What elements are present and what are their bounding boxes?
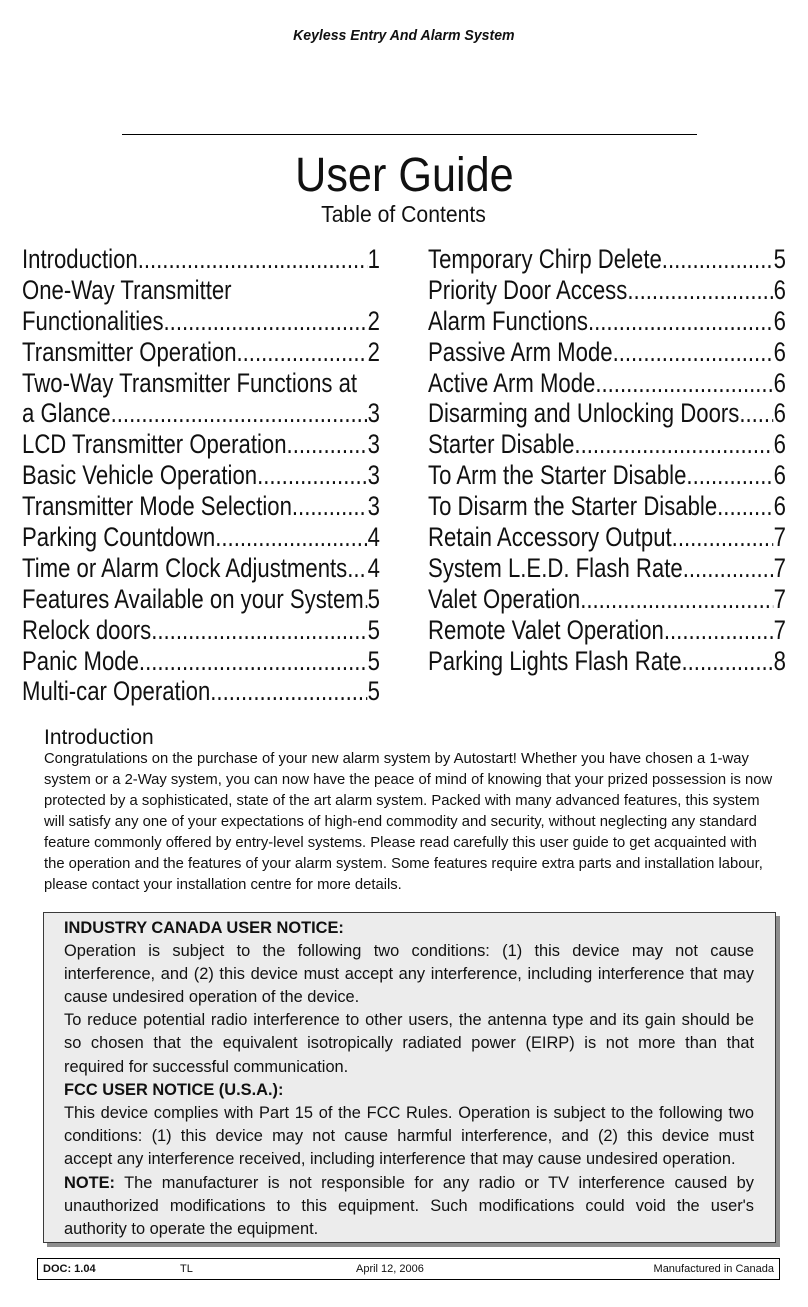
regulatory-notice-box	[43, 912, 776, 1243]
toc-leader-dots	[138, 244, 368, 275]
toc-entry-title: Passive Arm Mode	[428, 336, 613, 367]
notice-line: authority to operate the equipment.	[64, 1219, 319, 1238]
toc-entry-title: Introduction	[22, 244, 138, 274]
toc-entry-title: Remote Valet Operation	[428, 614, 664, 645]
toc-leader-dots	[111, 398, 368, 429]
introduction-text-line: system or a 2-Way system, you can now have the peace of mind of knowing that your prized possession is now	[44, 772, 773, 788]
notice-line: This device complies with Part 15 of the FCC Rules. Operation is subject to the following two	[64, 1104, 754, 1122]
toc-leader-dots	[215, 522, 367, 553]
toc-leader-dots	[164, 306, 368, 337]
toc-entry-title: Basic Vehicle Operation	[22, 460, 258, 491]
toc-entry-title: a Glance	[22, 398, 111, 429]
toc-page-number: 7	[773, 614, 786, 645]
toc-entry	[428, 429, 786, 460]
toc-entry-title: Starter Disable	[428, 429, 575, 460]
notice-line	[64, 1172, 754, 1195]
toc-entry	[428, 398, 786, 429]
notice-line-text: The manufacturer is not responsible for any radio or TV interference caused by	[124, 1173, 754, 1192]
toc-leader-dots	[151, 615, 367, 646]
toc-page-number: 8	[773, 645, 786, 676]
notice-line: To reduce potential radio interference to other users, the antenna type and its gain should be	[64, 1011, 754, 1030]
toc-leader-dots	[347, 553, 367, 584]
toc-entry	[22, 306, 380, 337]
notice-heading: FCC USER NOTICE (U.S.A.):	[64, 1080, 284, 1099]
toc-entry	[428, 244, 786, 275]
toc-leader-dots	[672, 522, 774, 553]
toc-page-number: 6	[773, 305, 786, 336]
footer-date: April 12, 2006	[356, 1263, 424, 1275]
toc-page-number: 3	[367, 460, 380, 491]
introduction-text-line: please contact your installation centre for more details.	[44, 877, 402, 893]
footer-doc-number: DOC: 1.04	[43, 1263, 96, 1275]
toc-entry-title: Multi-car Operation	[22, 676, 211, 707]
title-rule	[122, 134, 697, 135]
introduction-paragraph	[44, 749, 784, 896]
toc-page-number: 7	[773, 552, 786, 583]
toc-entry	[428, 584, 786, 615]
toc-page-number: 3	[367, 398, 380, 429]
toc-entry	[22, 460, 380, 491]
toc-page-number: 5	[773, 244, 786, 274]
note-label: NOTE:	[64, 1173, 115, 1192]
toc-entry-title: Retain Accessory Output	[428, 522, 672, 553]
toc-column-right	[428, 244, 786, 714]
toc-entry-title: Features Available on your System	[22, 583, 364, 614]
notice-line: Operation is subject to the following two conditions: (1) this device may not cause	[64, 941, 754, 960]
toc-entry	[428, 460, 786, 491]
toc-page-number: 6	[773, 429, 786, 460]
toc-page-number: 4	[367, 552, 380, 583]
introduction-text-line: feature commonly offered by entry-level systems. Please read carefully this user guide to get acquainted with	[44, 835, 757, 851]
toc-entry	[428, 275, 786, 306]
toc-entry	[22, 491, 380, 522]
notice-line: interference, and (2) this device must accept any interference, including interference that may	[64, 964, 754, 983]
running-header-text: Keyless Entry And Alarm System	[293, 27, 515, 44]
notice-line: cause undesired operation of the device.	[64, 988, 360, 1007]
toc-leader-dots	[664, 615, 774, 646]
toc-page-number: 5	[367, 583, 380, 614]
toc-page-number: 2	[367, 336, 380, 367]
toc-leader-dots	[237, 337, 368, 368]
toc-entry-title: Active Arm Mode	[428, 367, 596, 398]
toc-entry	[22, 584, 380, 615]
toc-entry-title: Alarm Functions	[428, 305, 588, 336]
toc-entry	[22, 553, 380, 584]
toc-leader-dots	[257, 460, 368, 491]
toc-entry-title: Valet Operation	[428, 583, 581, 614]
toc-list-left	[22, 244, 380, 707]
toc-entry-title: Disarming and Unlocking Doors	[428, 398, 740, 429]
toc-page-number: 7	[773, 522, 786, 553]
toc-leader-dots	[210, 676, 367, 707]
toc-entry-title: Time or Alarm Clock Adjustments	[22, 552, 348, 583]
toc-entry	[22, 368, 380, 399]
toc-leader-dots	[574, 429, 773, 460]
toc-entry	[22, 244, 380, 275]
toc-page-number: 3	[367, 429, 380, 460]
toc-entry	[428, 491, 786, 522]
toc-leader-dots	[595, 368, 773, 399]
toc-entry-title: Transmitter Mode Selection	[22, 491, 292, 522]
toc-entry	[22, 337, 380, 368]
toc-heading	[0, 200, 808, 232]
toc-page-number: 6	[773, 460, 786, 491]
toc-entry	[428, 337, 786, 368]
toc-entry-title: Temporary Chirp Delete	[428, 244, 662, 274]
toc-entry	[428, 553, 786, 584]
toc-entry	[22, 429, 380, 460]
notice-line: unauthorized modifications to this equipment. Such modifications could void the user's	[64, 1196, 754, 1215]
toc-entry-title: Relock doors	[22, 614, 152, 645]
introduction-heading: Introduction	[44, 726, 154, 749]
introduction-text-line: will satisfy any one of your expectations of high-end commodity and security, without neglecting any standard	[44, 814, 757, 830]
toc-leader-dots	[717, 491, 773, 522]
toc-page-number: 3	[367, 491, 380, 522]
introduction-text-line: protected by a sophisticated, state of the art alarm system. Packed with many advanced features, this system	[44, 793, 760, 809]
toc-entry-title: One-Way Transmitter	[22, 274, 232, 305]
toc-page-number: 5	[367, 645, 380, 676]
toc-entry-title: To Arm the Starter Disable	[428, 460, 687, 491]
toc-leader-dots	[588, 306, 774, 337]
toc-entry	[428, 646, 786, 677]
toc-page-number: 7	[773, 583, 786, 614]
introduction-text-line: the operation and the features of your alarm system. Some features require extra parts and installation labour,	[44, 856, 763, 872]
toc-entry	[428, 306, 786, 337]
toc-page-number: 6	[773, 274, 786, 305]
toc-entry-title: Priority Door Access	[428, 274, 628, 305]
toc-leader-dots	[683, 553, 774, 584]
notice-heading: INDUSTRY CANADA USER NOTICE:	[64, 918, 344, 937]
toc-leader-dots	[580, 584, 773, 615]
notice-line: so chosen that the equivalent isotropically radiated power (EIRP) is not more than that	[64, 1034, 754, 1053]
toc-entry-title: Panic Mode	[22, 645, 139, 676]
toc-page-number: 1	[367, 244, 380, 274]
toc-entry	[22, 676, 380, 707]
toc-list-right	[428, 244, 786, 676]
toc-page-number: 6	[773, 336, 786, 367]
toc-page-number: 6	[773, 367, 786, 398]
toc-entry	[22, 275, 380, 306]
toc-leader-dots	[686, 460, 773, 491]
toc-entry-title: LCD Transmitter Operation	[22, 429, 287, 460]
toc-entry	[428, 522, 786, 553]
toc-leader-dots	[627, 275, 773, 306]
toc-entry-title: Two-Way Transmitter Functions at	[22, 367, 358, 398]
toc-leader-dots	[662, 244, 774, 275]
introduction-text-line: Congratulations on the purchase of your new alarm system by Autostart! Whether you have chosen a 1-way	[44, 751, 749, 767]
toc-leader-dots	[139, 646, 368, 677]
page-footer	[37, 1258, 780, 1280]
toc-entry	[22, 646, 380, 677]
footer-author: TL	[180, 1263, 193, 1275]
toc-entry	[22, 615, 380, 646]
toc-leader-dots	[682, 646, 774, 677]
toc-leader-dots	[613, 337, 774, 368]
toc-page-number: 2	[367, 305, 380, 336]
page-title-text: User Guide	[294, 149, 514, 202]
toc-page-number: 6	[773, 491, 786, 522]
toc-entry	[428, 368, 786, 399]
toc-page-number: 5	[367, 614, 380, 645]
toc-entry-title: Parking Lights Flash Rate	[428, 645, 682, 676]
toc-page-number: 6	[773, 398, 786, 429]
toc-page-number: 4	[367, 522, 380, 553]
notice-line: conditions: (1) this device may not cause harmful interference, and (2) this device must	[64, 1127, 754, 1146]
toc-leader-dots	[739, 398, 773, 429]
toc-entry-title: Parking Countdown	[22, 522, 216, 553]
toc-heading-text: Table of Contents	[321, 201, 487, 227]
toc-entry	[22, 398, 380, 429]
toc-leader-dots	[287, 429, 368, 460]
toc-entry	[428, 615, 786, 646]
toc-entry-title: To Disarm the Starter Disable	[428, 491, 718, 522]
toc-entry	[22, 522, 380, 553]
toc-page-number: 5	[367, 676, 380, 707]
notice-line: required for successful communication.	[64, 1057, 349, 1076]
toc-leader-dots	[292, 491, 368, 522]
toc-entry-title: Functionalities	[22, 305, 164, 336]
toc-entry-title: System L.E.D. Flash Rate	[428, 552, 683, 583]
toc-entry-title: Transmitter Operation	[22, 336, 237, 367]
notice-line: accept any interference received, including interference that may cause undesired operation.	[64, 1150, 736, 1169]
footer-origin: Manufactured in Canada	[653, 1263, 774, 1275]
toc-column-left	[22, 244, 380, 714]
running-header	[0, 27, 808, 45]
